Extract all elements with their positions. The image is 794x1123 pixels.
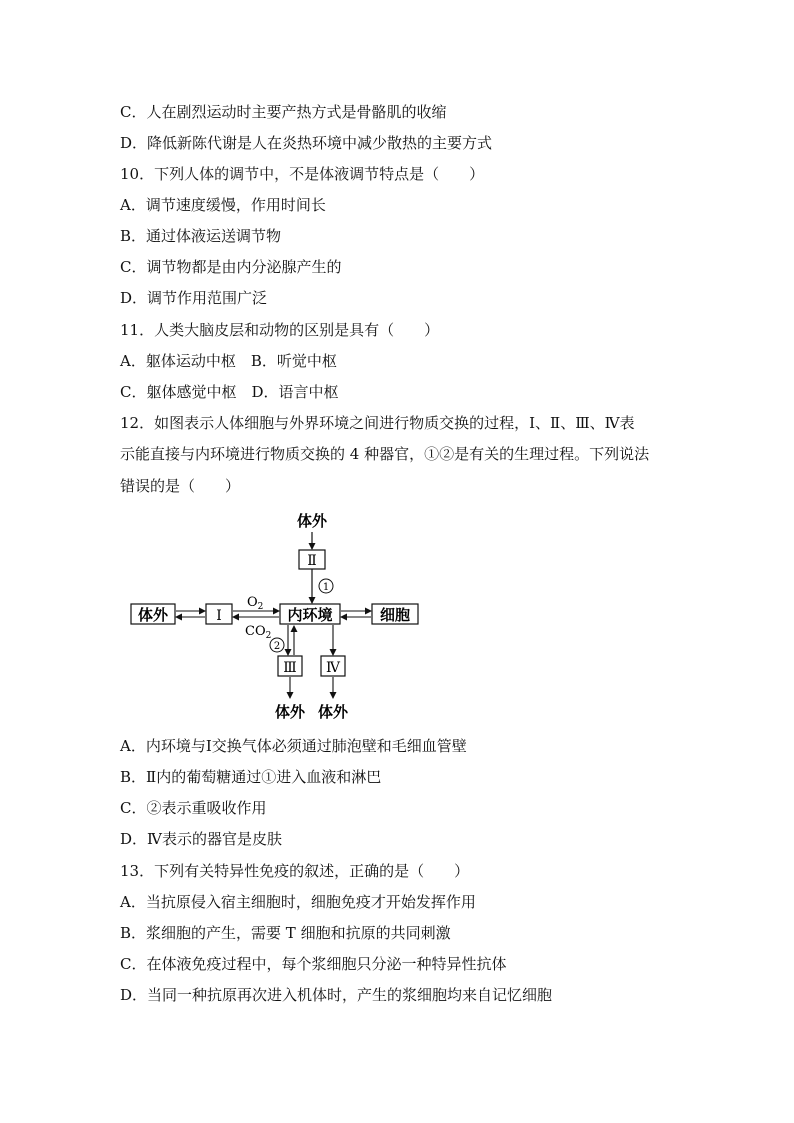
top-outside-label: 体外 xyxy=(296,512,328,530)
text-line: A．调节速度缓慢，作用时间长 xyxy=(120,196,326,214)
text-line: D．降低新陈代谢是人在炎热环境中减少散热的主要方式 xyxy=(120,134,493,152)
text-line: C．调节物都是由内分泌腺产生的 xyxy=(120,258,342,276)
text-line: 11．人类大脑皮层和动物的区别是具有（ ） xyxy=(120,321,440,339)
exchange-diagram xyxy=(0,505,794,735)
text-line: B．通过体液运送调节物 xyxy=(120,227,282,245)
organ-3-label: Ⅲ xyxy=(283,660,297,676)
process-2-label: 2 xyxy=(273,641,281,652)
text-line: C．②表示重吸收作用 xyxy=(120,799,267,817)
text-line: B．Ⅱ内的葡萄糖通过①进入血液和淋巴 xyxy=(120,768,382,786)
text-line: 12．如图表示人体细胞与外界环境之间进行物质交换的过程，Ⅰ、Ⅱ、Ⅲ、Ⅳ表 xyxy=(120,414,635,432)
text-line: 13．下列有关特异性免疫的叙述，正确的是（ ） xyxy=(120,862,470,880)
text-line: D．调节作用范围广泛 xyxy=(120,289,268,307)
o2-label: $O_2$ xyxy=(247,595,264,612)
bottom-outside-3-label: 体外 xyxy=(274,703,306,721)
cell-label: 细胞 xyxy=(379,606,411,624)
co2-label: $CO_2$ xyxy=(245,624,272,641)
text-line: D．当同一种抗原再次进入机体时，产生的浆细胞均来自记忆细胞 xyxy=(120,986,553,1004)
text-line: A．当抗原侵入宿主细胞时，细胞免疫才开始发挥作用 xyxy=(120,893,476,911)
organ-4-label: Ⅳ xyxy=(326,660,340,676)
organ-2-label: Ⅱ xyxy=(307,553,317,569)
left-outside-label: 体外 xyxy=(137,606,169,624)
text-line: C．在体液免疫过程中，每个浆细胞只分泌一种特异性抗体 xyxy=(120,955,507,973)
text-line: 10．下列人体的调节中，不是体液调节特点是（ ） xyxy=(120,165,485,183)
bottom-outside-4-label: 体外 xyxy=(317,703,349,721)
text-line: C．躯体感觉中枢 D．语言中枢 xyxy=(120,383,339,401)
text-line: A．内环境与Ⅰ交换气体必须通过肺泡壁和毛细血管壁 xyxy=(120,737,467,755)
text-line: 示能直接与内环境进行物质交换的 4 种器官，①②是有关的生理过程。下列说法 xyxy=(120,445,650,463)
process-1-label: 1 xyxy=(322,582,330,593)
text-line: 错误的是（ ） xyxy=(120,477,241,495)
text-line: A．躯体运动中枢 B．听觉中枢 xyxy=(120,352,337,370)
organ-1-label: Ⅰ xyxy=(216,608,222,624)
text-line: B．浆细胞的产生，需要 T 细胞和抗原的共同刺激 xyxy=(120,924,451,942)
internal-env-label: 内环境 xyxy=(287,606,333,624)
text-line: D．Ⅳ表示的器官是皮肤 xyxy=(120,830,283,848)
text-line: C．人在剧烈运动时主要产热方式是骨骼肌的收缩 xyxy=(120,103,447,121)
